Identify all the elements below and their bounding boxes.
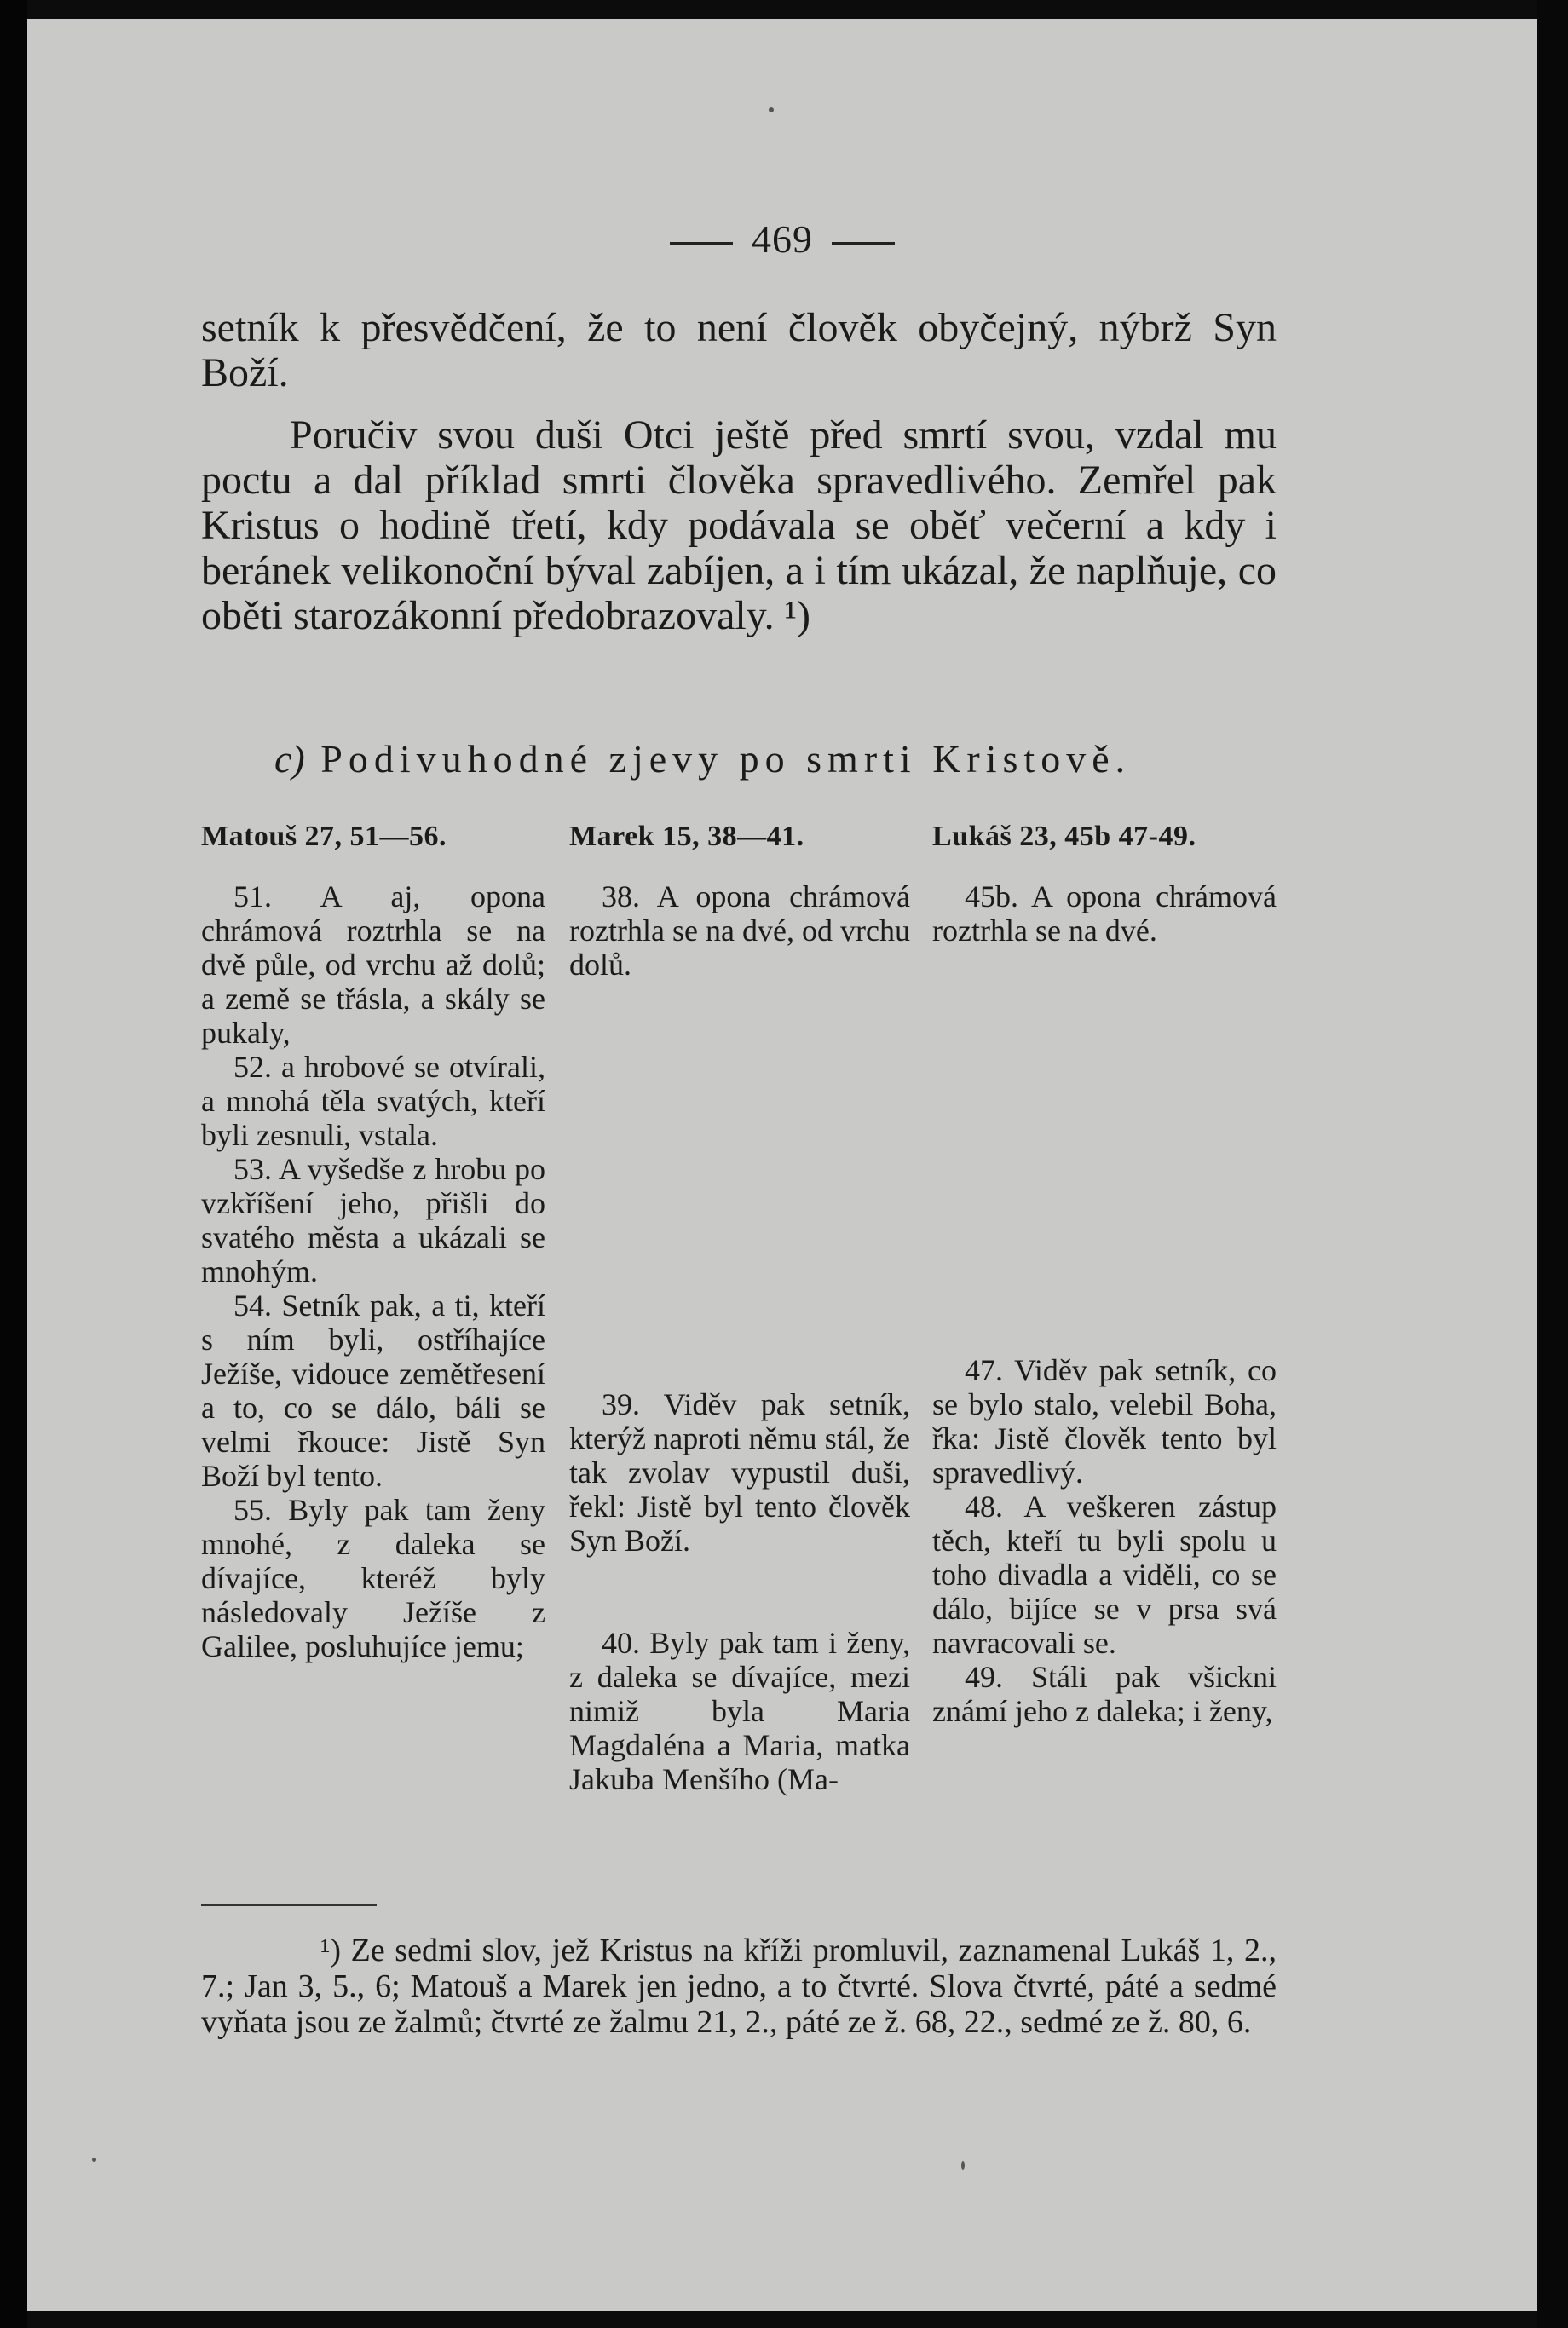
verse-52: 52. a hrobové se otvírali, a mnohá těla svatých, kteří byli zesnuli, vstala. bbox=[201, 1050, 545, 1152]
verse-48: 48. A veškeren zástup těch, kteří tu byli spolu u toho divadla a viděli, co se dálo, bijíce se v prsa svá navracovali se. bbox=[932, 1490, 1277, 1660]
verse-47: 47. Viděv pak setník, co se bylo stalo, velebil Boha, řka: Jistě člověk tento byl spravedlivý. bbox=[932, 1353, 1277, 1490]
footnote-reference: ¹) bbox=[784, 593, 811, 638]
dust-speck bbox=[92, 2158, 96, 2162]
verse-49: 49. Stáli pak všickni známí jeho z daleka; i ženy, bbox=[932, 1660, 1277, 1728]
page-number: 469 bbox=[752, 217, 813, 261]
verse-39: 39. Viděv pak setník, kterýž naproti němu stál, že tak zvolav vypustil duši, řekl: Jistě byl tento člověk Syn Boží. bbox=[569, 1387, 910, 1558]
footnote-text: ¹) Ze sedmi slov, jež Kristus na kříži promluvil, zaznamenal Lukáš 1, 2., 7.; Jan 3, 5., 6; Matouš a Marek jen jedno, a to čtvrté. Slova čtvrté, páté a sedmé vyňata jsou ze žalmů; čtvrté ze žalmu 21, 2., páté ze ž. 68, 22., sedmé ze ž. 80, 6. bbox=[201, 1933, 1277, 2040]
dust-speck bbox=[961, 2161, 965, 2170]
scan-right-edge bbox=[1537, 0, 1568, 2328]
verse-55: 55. Byly pak tam ženy mnohé, z daleka se dívajíce, kteréž byly následovaly Ježíše z Galilee, posluhujíce jemu; bbox=[201, 1493, 545, 1663]
page-header bbox=[27, 216, 1537, 262]
footnote-divider bbox=[201, 1904, 377, 1906]
body-text bbox=[201, 305, 1277, 638]
paragraph-1: setník k přesvědčení, že to není člověk obyčejný, nýbrž Syn Boží. bbox=[201, 305, 1277, 395]
book-page bbox=[27, 19, 1537, 2311]
verse-45b: 45b. A opona chrámová roztrhla se na dvé. bbox=[932, 879, 1277, 948]
verse-40: 40. Byly pak tam i ženy, z daleka se dívajíce, mezi nimiž byla Maria Magdaléna a Maria, matka Jakuba Menšího (Ma- bbox=[569, 1626, 910, 1796]
column-heading: Marek 15, 38—41. bbox=[569, 821, 804, 852]
section-heading bbox=[274, 736, 1297, 781]
footnote bbox=[201, 1933, 1277, 2040]
column-luke bbox=[932, 820, 1277, 1728]
section-title: Podivuhodné zjevy po smrti Kristově. bbox=[320, 737, 1132, 781]
header-dash-right bbox=[832, 242, 895, 245]
paragraph-2 bbox=[201, 412, 1277, 638]
verse-54: 54. Setník pak, a ti, kteří s ním byli, ostříhajíce Ježíše, vidouce zemětřesení a to, co se dálo, báli se velmi řkouce: Jistě Syn Boží byl tento. bbox=[201, 1288, 545, 1493]
verse-38: 38. A opona chrámová roztrhla se na dvé, od vrchu dolů. bbox=[569, 879, 910, 982]
verse-51: 51. A aj, opona chrámová roztrhla se na dvě půle, od vrchu až dolů; a země se třásla, a skály se pukaly, bbox=[201, 879, 545, 1050]
verse-53: 53. A vyšedše z hrobu po vzkříšení jeho, přišli do svatého města a ukázali se mnohým. bbox=[201, 1152, 545, 1288]
section-letter: c) bbox=[274, 737, 305, 781]
dust-speck bbox=[769, 107, 774, 112]
column-heading: Matouš 27, 51—56. bbox=[201, 821, 447, 852]
column-matthew bbox=[201, 820, 545, 1663]
book-spine-shadow bbox=[0, 0, 27, 2328]
column-mark bbox=[569, 820, 910, 1796]
paragraph-2-text: Poručiv svou duši Otci ještě před smrtí svou, vzdal mu poctu a dal příklad smrti člověka spravedlivého. Zemřel pak Kristus o hodině třetí, kdy podávala se oběť večerní a kdy i beránek velikonoční býval zabíjen, a i tím ukázal, že naplňuje, co oběti starozákonní předobrazovaly. bbox=[201, 412, 1277, 638]
header-dash-left bbox=[670, 242, 733, 245]
column-heading: Lukáš 23, 45b 47-49. bbox=[932, 821, 1196, 852]
